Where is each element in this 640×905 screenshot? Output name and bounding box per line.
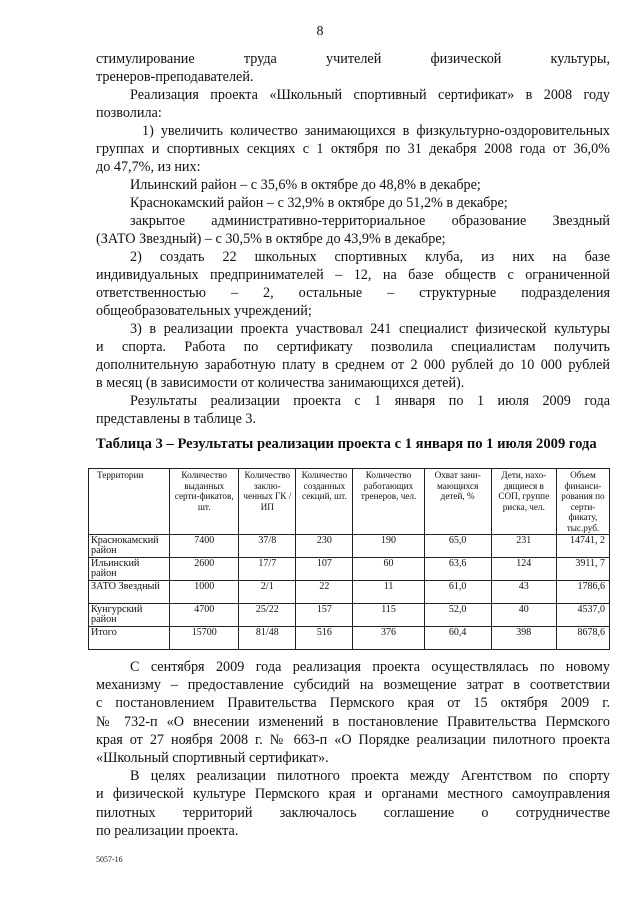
table-header-cell: Объем финанси-рования по серти-фикату, тыс.руб. xyxy=(556,469,609,535)
document-code: 5057-16 xyxy=(96,855,123,864)
paragraph-line: ответственностью – 2, остальные – структурные подразделения xyxy=(96,285,610,301)
paragraph-line: Ильинский район – с 35,6% в октябре до 48,8% в декабре; xyxy=(130,177,481,193)
table-cell: 11 xyxy=(353,581,424,604)
table-cell: 4700 xyxy=(170,604,239,627)
table-cell: Кунгурский район xyxy=(89,604,170,627)
table-cell: 124 xyxy=(491,558,556,581)
table-cell: 376 xyxy=(353,627,424,650)
table-cell: 107 xyxy=(296,558,353,581)
table-cell: 37/8 xyxy=(239,535,296,558)
table-row xyxy=(89,581,610,604)
table-row xyxy=(89,604,610,627)
body-text-top xyxy=(96,50,610,428)
paragraph-line: стимулирование труда учителей физической культуры, xyxy=(96,51,610,67)
table-cell: 230 xyxy=(296,535,353,558)
table-cell: Ильинский район xyxy=(89,558,170,581)
paragraph-line: механизму – предоставление субсидий на возмещение затрат в соответствии xyxy=(96,677,610,694)
table-cell: 8678,6 xyxy=(556,627,609,650)
table-header-cell: Охват зани-мающихся детей, % xyxy=(424,469,491,535)
table-cell: 65,0 xyxy=(424,535,491,558)
paragraph-line: закрытое административно-территориальное образование Звездный xyxy=(130,213,610,229)
paragraph-line: дополнительную заработную плату в среднем от 2 000 рублей до 10 000 рублей xyxy=(96,357,610,373)
paragraph-line: Реализация проекта «Школьный спортивный сертификат» в 2008 году xyxy=(130,87,610,103)
table-row xyxy=(89,558,610,581)
table-cell: 4537,0 xyxy=(556,604,609,627)
table-header-cell: Количество работающих тренеров, чел. xyxy=(353,469,424,535)
table-cell: 115 xyxy=(353,604,424,627)
table-cell: 61,0 xyxy=(424,581,491,604)
table-header-cell: Количество заклю-ченных ГК / ИП xyxy=(239,469,296,535)
table-cell: 60,4 xyxy=(424,627,491,650)
table-cell: Краснокамский район xyxy=(89,535,170,558)
table-cell: 14741, 2 xyxy=(556,535,609,558)
table-cell: 157 xyxy=(296,604,353,627)
results-table xyxy=(88,468,610,650)
paragraph-line: края от 27 ноября 2008 г. № 663-п «О Порядке реализации пилотного проекта xyxy=(96,731,610,748)
table-cell: 81/48 xyxy=(239,627,296,650)
table-header-cell: Дети, нахо-дящиеся в СОП, группе риска, чел. xyxy=(491,469,556,535)
paragraph-line: с постановлением Правительства Пермского края от 15 октября 2009 г. xyxy=(96,695,610,712)
paragraph-line: пилотных территорий заключалось соглашение о сотрудничестве xyxy=(96,804,610,821)
table-cell: 1000 xyxy=(170,581,239,604)
table-header-row xyxy=(89,469,610,535)
paragraph-line: индивидуальных предпринимателей – 12, на базе обществ с ограниченной xyxy=(96,267,610,283)
table-row xyxy=(89,535,610,558)
table-caption: Таблица 3 – Результаты реализации проекта с 1 января по 1 июля 2009 года xyxy=(96,436,597,452)
paragraph-line: общеобразовательных учреждений; xyxy=(96,303,312,319)
table-cell: 7400 xyxy=(170,535,239,558)
table-cell: 231 xyxy=(491,535,556,558)
table-cell: 2600 xyxy=(170,558,239,581)
paragraph-line: Краснокамский район – с 32,9% в октябре до 51,2% в декабре; xyxy=(130,195,508,211)
paragraph-line: по реализации проекта. xyxy=(96,822,239,839)
table-cell: 60 xyxy=(353,558,424,581)
paragraph-line: в месяц (в зависимости от количества занимающихся детей). xyxy=(96,375,465,391)
table-cell: 63,6 xyxy=(424,558,491,581)
paragraph-line: 1) увеличить количество занимающихся в физкультурно-оздоровительных xyxy=(142,123,610,139)
paragraph-line: Результаты реализации проекта с 1 января по 1 июля 2009 года xyxy=(130,393,610,409)
paragraph-line: № 732-п «О внесении изменений в постановление Правительства Пермского xyxy=(96,713,610,730)
page-number: 8 xyxy=(316,24,324,39)
table-cell: 25/22 xyxy=(239,604,296,627)
paragraph-line: «Школьный спортивный сертификат». xyxy=(96,750,329,767)
paragraph-line: и физической культуре Пермского края и органами местного самоуправления xyxy=(96,786,610,803)
paragraph-line: группах и спортивных секциях с 1 октября по 31 декабря 2008 года от 36,0% xyxy=(96,141,610,157)
table-cell: 17/7 xyxy=(239,558,296,581)
table-cell: 15700 xyxy=(170,627,239,650)
table-cell: 22 xyxy=(296,581,353,604)
table-cell: Итого xyxy=(89,627,170,650)
paragraph-line: 2) создать 22 школьных спортивных клуба, из них на базе xyxy=(130,249,610,265)
table-cell: 190 xyxy=(353,535,424,558)
paragraph-line: и спорта. Работа по сертификату позволила специалистам получить xyxy=(96,339,610,355)
table-header-cell: Количество выданных серти-фикатов, шт. xyxy=(170,469,239,535)
paragraph-line: до 47,7%, из них: xyxy=(96,159,201,175)
table-cell: ЗАТО Звездный xyxy=(89,581,170,604)
table-cell: 1786,6 xyxy=(556,581,609,604)
paragraph-line: В целях реализации пилотного проекта между Агентством по спорту xyxy=(130,768,610,785)
table-header-cell: Количество созданных секций, шт. xyxy=(296,469,353,535)
table-cell: 43 xyxy=(491,581,556,604)
table-total-row xyxy=(89,627,610,650)
paragraph-line: представлены в таблице 3. xyxy=(96,411,257,427)
table-header-cell: Территории xyxy=(89,469,170,535)
table-cell: 52,0 xyxy=(424,604,491,627)
paragraph-line: 3) в реализации проекта участвовал 241 специалист физической культуры xyxy=(130,321,610,337)
body-text-bottom xyxy=(96,658,610,840)
table-cell: 3911, 7 xyxy=(556,558,609,581)
paragraph-line: С сентября 2009 года реализация проекта осуществлялась по новому xyxy=(130,659,610,675)
table-cell: 516 xyxy=(296,627,353,650)
paragraph-line: позволила: xyxy=(96,105,162,121)
paragraph-line: (ЗАТО Звездный) – с 30,5% в октябре до 43,9% в декабре; xyxy=(96,231,446,247)
table-cell: 40 xyxy=(491,604,556,627)
table-cell: 398 xyxy=(491,627,556,650)
table-cell: 2/1 xyxy=(239,581,296,604)
paragraph-line: тренеров-преподавателей. xyxy=(96,69,254,85)
